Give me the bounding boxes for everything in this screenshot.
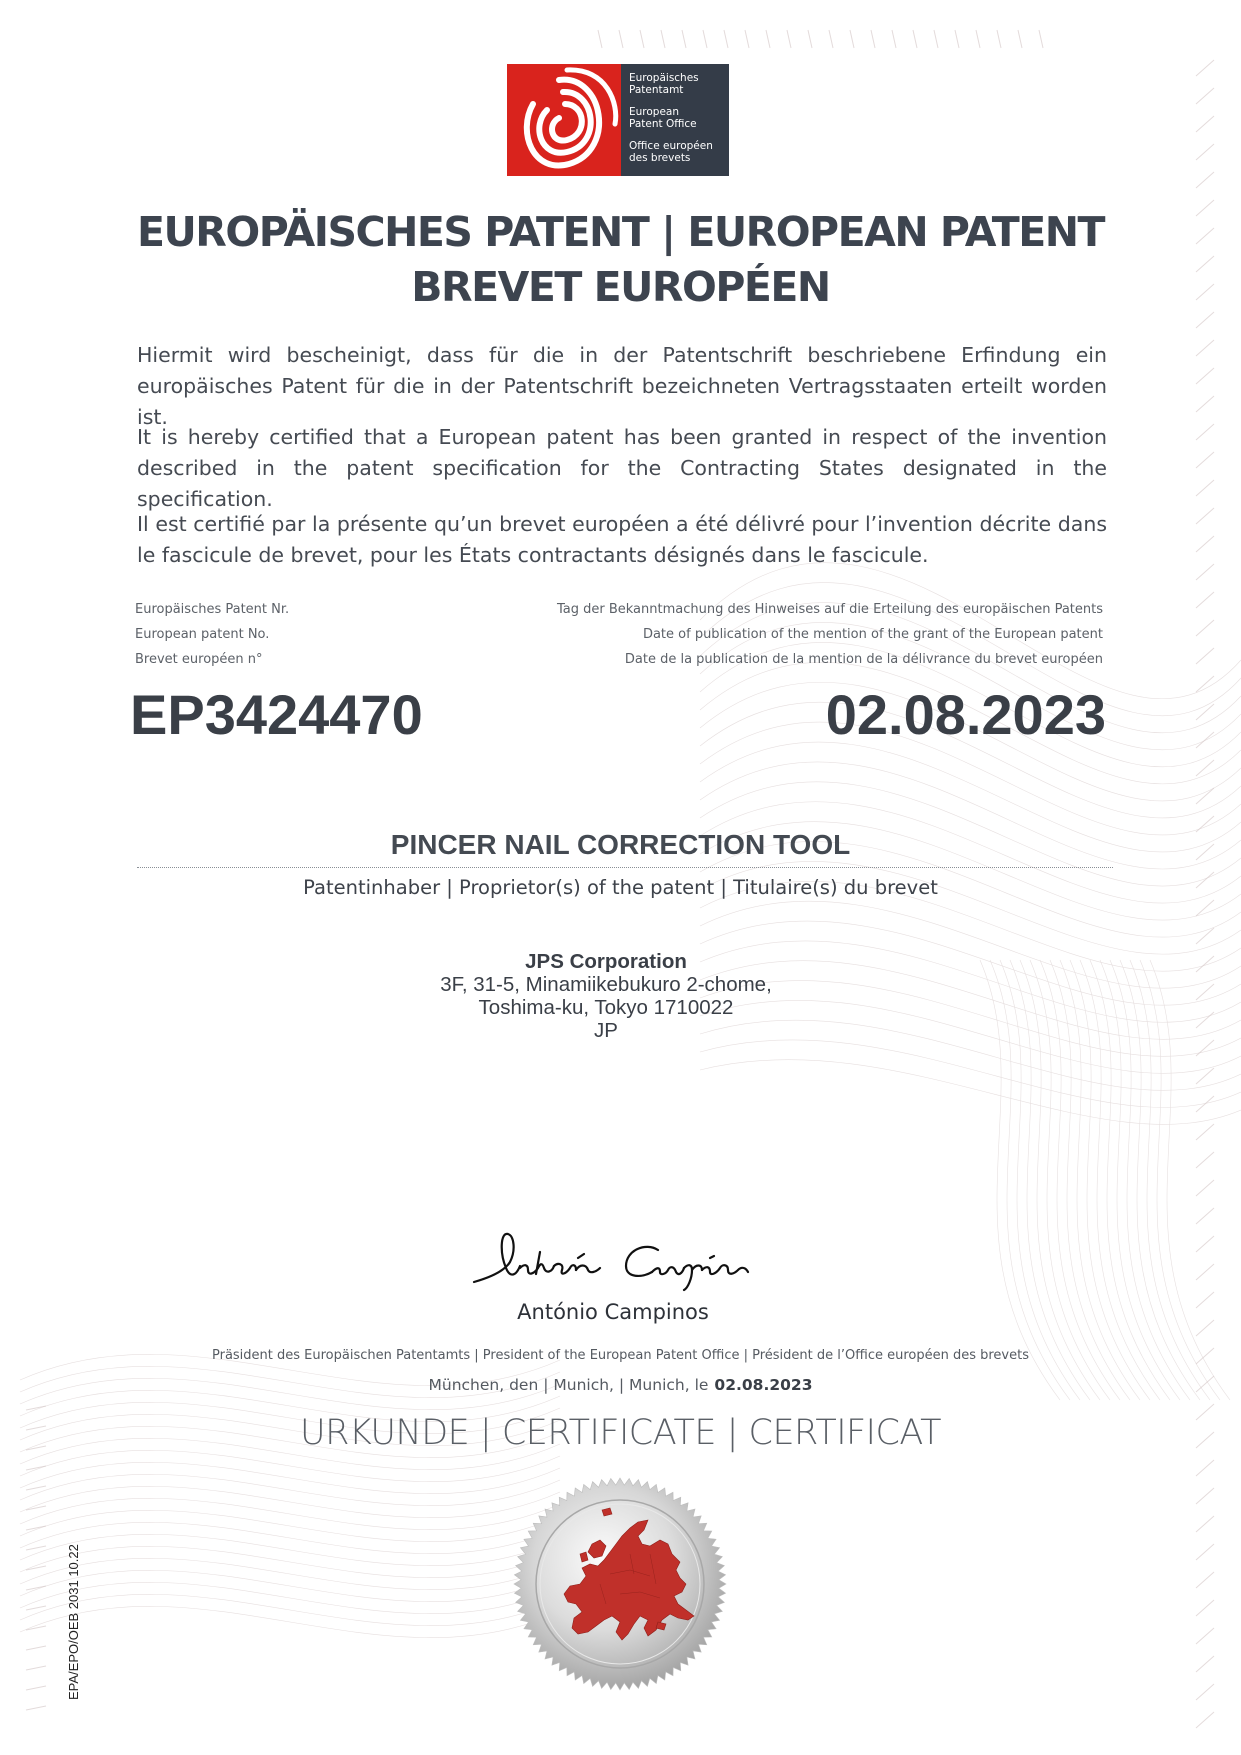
proprietor-country: JP — [594, 1019, 618, 1042]
logo-line: Patent Office — [629, 118, 697, 130]
certification-fr: Il est certifié par la présente qu’un brevet européen a été délivré pour l’invention décrite dans le fascicule de brevet, pour les États contractants désignés dans le fascicule. — [137, 512, 1107, 567]
epo-spiral-icon — [507, 64, 621, 176]
patent-number: EP3424470 — [130, 683, 423, 746]
proprietor-address-line-2: Toshima-ku, Tokyo 1710022 — [478, 996, 734, 1019]
proprietor-address-line-1: 3F, 31-5, Minamiikebukuro 2-chome, — [440, 973, 772, 996]
invention-title: PINCER NAIL CORRECTION TOOL — [390, 829, 851, 860]
signer-name: António Campinos — [517, 1300, 709, 1324]
logo-line: Office européen — [629, 140, 713, 152]
title-divider — [137, 867, 1113, 868]
publication-date-label-en: Date of publication of the mention of the grant of the European patent — [642, 627, 1103, 642]
epo-logo-mark — [507, 64, 621, 176]
heading-line-1: EUROPÄISCHES PATENT | EUROPEAN PATENT — [136, 208, 1105, 256]
publication-date: 02.08.2023 — [825, 683, 1106, 746]
certification-de: Hiermit wird bescheinigt, dass für die in der Patentschrift beschriebene Erfindung ein europäisches Patent für die in der Patentschrift bezeichneten Vertragsstaaten erteilt worden ist. — [137, 343, 1107, 429]
certification-en: It is hereby certified that a European patent has been granted in respect of the invention described in the patent specification for the Contracting States designated in the specification. — [137, 425, 1107, 511]
patent-number-label-de: Europäisches Patent Nr. — [135, 602, 290, 617]
epo-seal-europe-map-icon — [510, 1474, 730, 1694]
signing-place: München, den | Munich, | Munich, le — [428, 1376, 709, 1394]
logo-line: Patentamt — [629, 84, 684, 96]
logo-line: Europäisches — [629, 72, 699, 84]
place-and-date — [0, 1376, 1241, 1394]
logo-line: European — [629, 106, 680, 118]
patent-number-label-en: European patent No. — [135, 627, 270, 642]
document-type: URKUNDE | CERTIFICATE | CERTIFICAT — [299, 1413, 942, 1453]
logo-line: des brevets — [629, 152, 691, 164]
signing-date: 02.08.2023 — [714, 1376, 813, 1394]
publication-date-label-de: Tag der Bekanntmachung des Hinweises auf die Erteilung des europäischen Patents — [556, 602, 1103, 617]
handwritten-signature — [470, 1228, 760, 1298]
proprietor-label: Patentinhaber | Proprietor(s) of the patent | Titulaire(s) du brevet — [303, 876, 938, 899]
proprietor-block — [0, 950, 1212, 1042]
epo-logo-text — [629, 72, 713, 164]
patent-number-label-fr: Brevet européen n° — [135, 652, 263, 667]
signer-title: Präsident des Europäischen Patentamts | President of the European Patent Office | Président de l’Office européen des brevets — [211, 1348, 1029, 1363]
heading-line-2: BREVET EUROPÉEN — [411, 263, 830, 311]
publication-date-label-fr: Date de la publication de la mention de la délivrance du brevet européen — [624, 652, 1103, 667]
epo-logo — [507, 64, 729, 176]
proprietor-name: JPS Corporation — [525, 950, 687, 973]
form-code: EPA/EPO/OEB 2031 10.22 — [66, 1544, 81, 1700]
